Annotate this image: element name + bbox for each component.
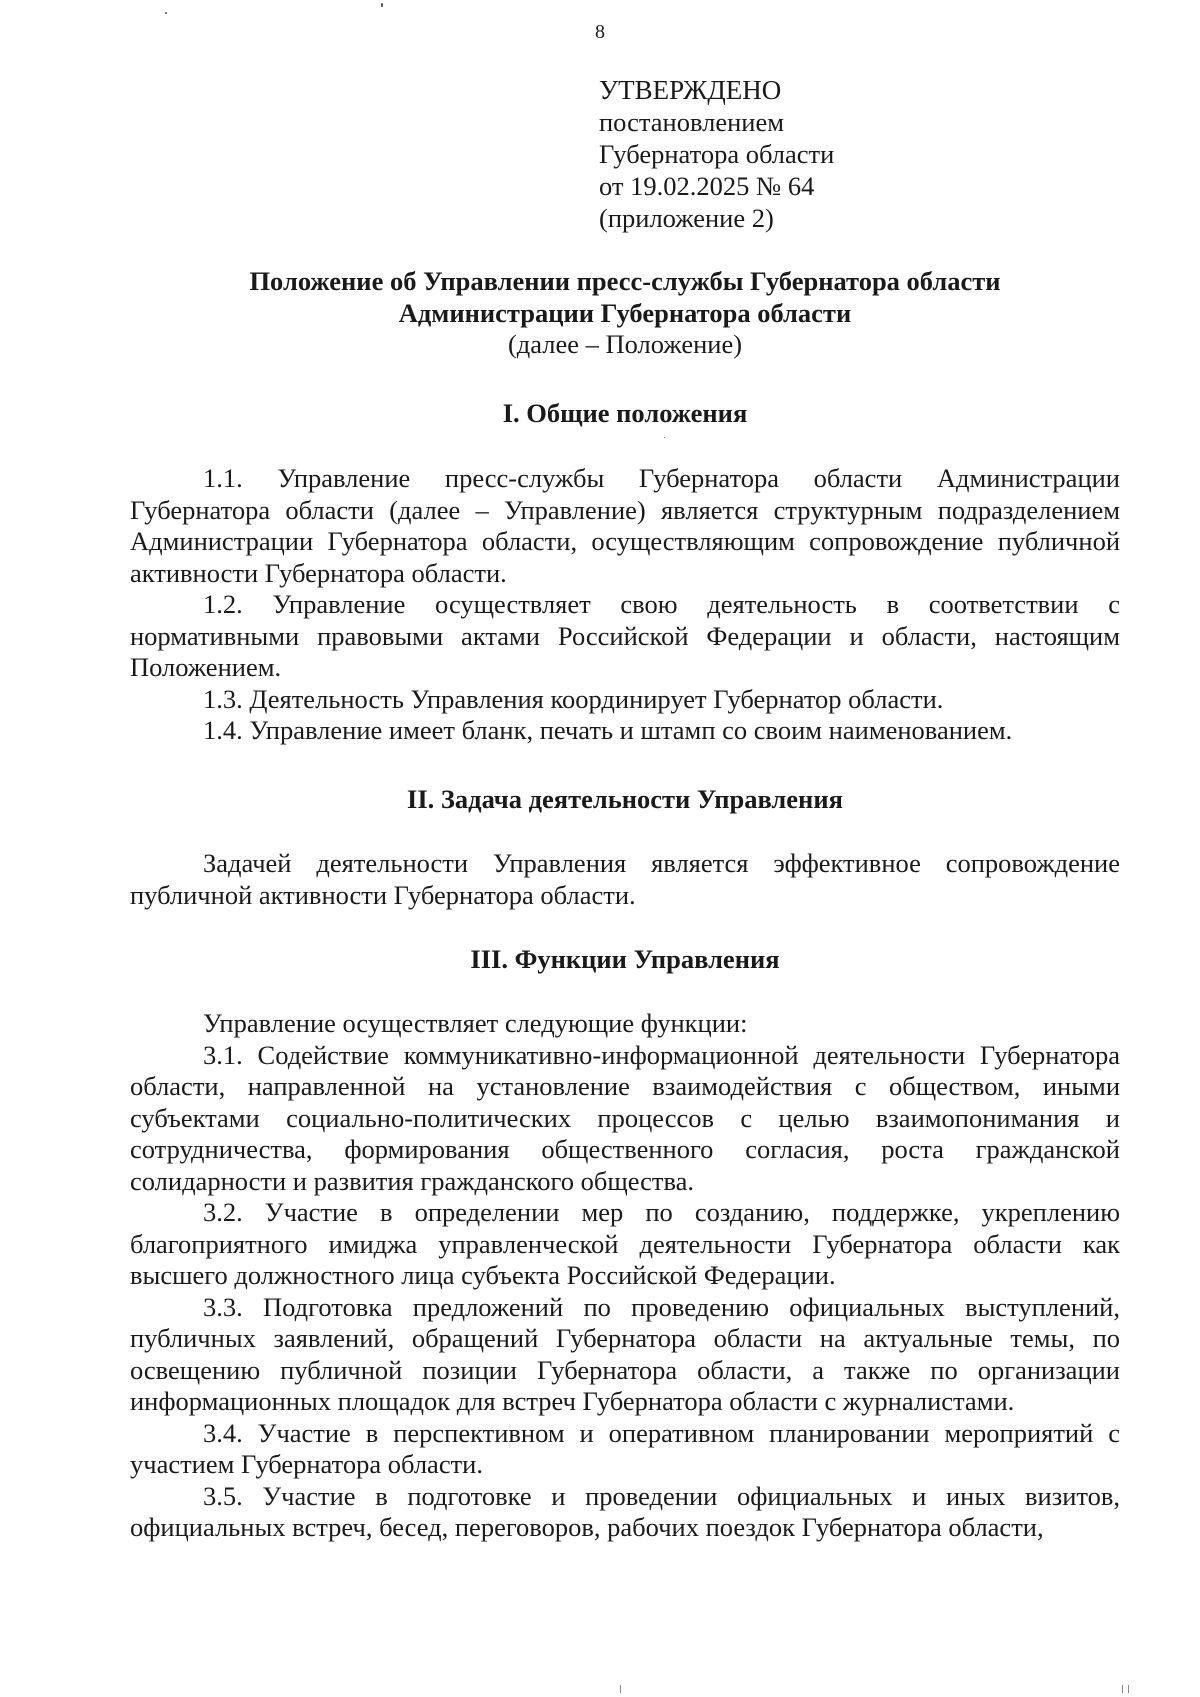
title-note: (далее – Положение) [507,329,743,359]
approval-line: Губернатора области [599,139,835,169]
scan-mark [1128,1685,1129,1693]
paragraph-3-2: 3.2. Участие в определении мер по созданию, поддержке, укреплению благоприятного имиджа управленческой деятельности Губернатора области как высшего должностного лица субъекта Российской Федерации. [130,1197,1120,1290]
paragraph-3-4: 3.4. Участие в перспективном и оперативном планировании мероприятий с участием Губернатора области. [130,1417,1120,1479]
section-2-body [130,848,1120,911]
paragraph-3-1: 3.1. Содействие коммуникативно-информационной деятельности Губернатора области, направленной на установление взаимодействия с обществом, иными субъектами социально-политических процессов с целью взаимопонимания и сотрудничества, формирования общественного согласия, роста гражданской солидарности и развития гражданского общества. [130,1039,1120,1196]
section-3-body [130,1008,1120,1544]
title-line: Положение об Управлении пресс-службы Губернатора области [249,266,1001,296]
paragraph-3-intro: Управление осуществляет следующие функции: [203,1008,748,1038]
section-heading-2: II. Задача деятельности Управления [407,784,843,814]
scan-speck [664,437,665,438]
paragraph-1-4: 1.4. Управление имеет бланк, печать и штамп со своим наименованием. [203,715,1013,745]
approval-stamp [599,74,834,234]
scan-mark [620,1685,621,1693]
scan-mark [1122,1685,1123,1693]
scan-speck [381,3,383,7]
approval-line: (приложение 2) [599,203,774,233]
approval-line: постановлением [599,107,784,137]
paragraph-3-3: 3.3. Подготовка предложений по проведению официальных выступлений, публичных заявлений, обращений Губернатора области на актуальные темы, по освещению публичной позиции Губернатора области, а также по организации информационных площадок для встреч Губернатора области с журналистами. [130,1291,1120,1416]
paragraph-1-1: 1.1. Управление пресс-службы Губернатора области Администрации Губернатора области (далее – Управление) является структурным подразделением Администрации Губернатора области, осуществляющим сопровождение публичной активности Губернатора области. [130,463,1120,588]
scan-speck [165,12,167,14]
title-line: Администрации Губернатора области [398,297,852,328]
section-heading-1: I. Общие положения [502,398,748,428]
document-title [130,266,1120,361]
section-1-body [130,463,1120,747]
page-number: 8 [595,21,605,43]
paragraph-1-2: 1.2. Управление осуществляет свою деятельность в соответствии с нормативными правовыми актами Российской Федерации и области, настоящим Положением. [130,589,1120,682]
section-heading-3: III. Функции Управления [470,944,780,974]
paragraph-3-5: 3.5. Участие в подготовке и проведении официальных и иных визитов, официальных встреч, бесед, переговоров, рабочих поездок Губернатора области, [130,1480,1120,1542]
paragraph-1-3: 1.3. Деятельность Управления координирует Губернатор области. [203,683,944,714]
approval-title: УТВЕРЖДЕНО [599,75,782,105]
approval-line: от 19.02.2025 № 64 [599,171,815,201]
paragraph-2-1: Задачей деятельности Управления является эффективное сопровождение публичной активности Губернатора области. [130,848,1120,910]
